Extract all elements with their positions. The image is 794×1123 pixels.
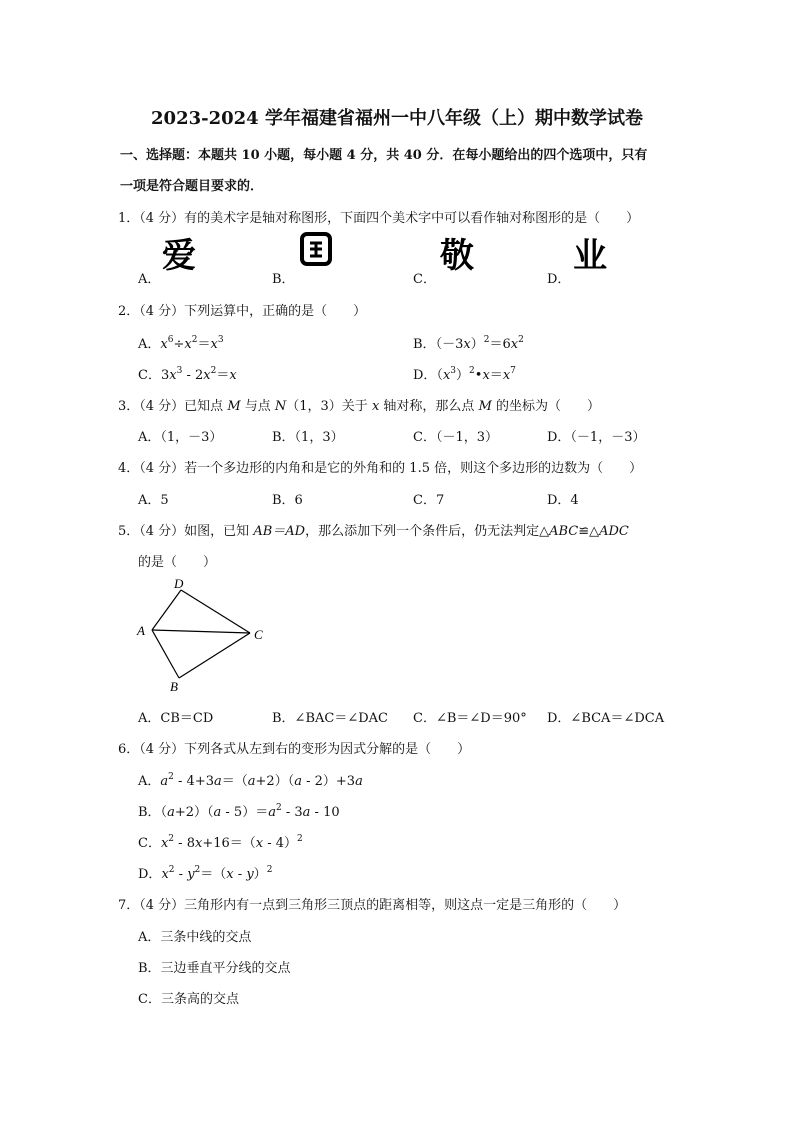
q4-option-a: A．5: [138, 493, 169, 508]
q3-option-c: C．（－1，3）: [413, 430, 498, 445]
q6-option-a: A．$a^2 - 4+3a=(a+2)(a - 2)+3a$: [138, 772, 363, 789]
q1-glyph-jing: 敬: [440, 236, 474, 276]
point-b-label: B: [170, 679, 178, 694]
q1-option-b-label: B．: [272, 272, 295, 287]
q2-option-d-label: D．: [413, 368, 437, 383]
q2-option-c-label: C．: [138, 368, 161, 383]
q3-stem: 3．（4 分）已知点 M 与点 N（1，3）关于 x 轴对称，那么点 M 的坐标为（ ）: [118, 399, 601, 414]
section-header-line1: 一、选择题：本题共 10 小题，每小题 4 分，共 40 分．在每小题给出的四个选项中，只有: [120, 148, 648, 163]
page-title: 2023-2024 学年福建省福州一中八年级（上）期中数学试卷: [151, 108, 643, 129]
q1-glyph-guo-frame: [300, 232, 332, 270]
q5-figure: [132, 575, 272, 701]
segment-ad: [152, 590, 181, 630]
q6-option-c: C．$x^2 - 8x+16=(x - 4)^2$: [138, 834, 303, 851]
q1-glyph-ye: 业: [573, 236, 607, 276]
q6-option-d: D．$x^2 - y^2=(x - y)^2$: [138, 865, 273, 882]
segment-bc: [179, 633, 250, 678]
point-d-label: D: [174, 576, 184, 591]
q4-option-c: C．7: [413, 493, 445, 508]
segment-ac: [152, 630, 250, 633]
q2-option-a-label: A．: [138, 337, 161, 352]
q7-option-b: B．三边垂直平分线的交点: [138, 961, 291, 976]
q5-stem-line2: 的是（ ）: [138, 555, 217, 570]
q5-stem: 5．（4 分）如图，已知 AB＝AD，那么添加下列一个条件后，仍无法判定△ABC≌△ADC: [118, 524, 629, 539]
q3-option-d: D．（－1，－3）: [547, 430, 646, 445]
section-header-line2: 一项是符合题目要求的．: [120, 179, 264, 194]
q1-option-d-label: D．: [547, 272, 571, 287]
q1-option-a-label: A．: [138, 272, 161, 287]
q5-option-d: D．∠BCA＝∠DCA: [547, 711, 665, 726]
q6-option-b: B．$(a+2)(a - 5)=a^2 - 3a - 10$: [138, 803, 340, 820]
q6-stem: 6．（4 分）下列各式从左到右的变形为因式分解的是（ ）: [118, 742, 471, 757]
q5-option-c: C．∠B＝∠D＝90°: [413, 711, 527, 726]
q5-option-a: A．CB＝CD: [138, 711, 214, 726]
q2-option-b-label: B．: [413, 337, 436, 352]
segment-dc: [181, 590, 250, 633]
q2-stem: 2．（4 分）下列运算中，正确的是（ ）: [118, 304, 367, 319]
q2-option-a: A．$x^6\div x^2=x^3$: [138, 335, 224, 352]
q2-option-c: C．$3x^3 - 2x^2=x$: [138, 366, 237, 383]
segment-ab: [152, 630, 179, 678]
q4-option-d: D．4: [547, 493, 579, 508]
q3-option-a: A．（1，－3）: [138, 430, 223, 445]
q1-glyph-ai: 爱: [162, 236, 196, 276]
q2-option-b: B．$(-3x)^2=6x^2$: [413, 335, 524, 352]
point-a-label: A: [137, 623, 145, 638]
q4-stem: 4．（4 分）若一个多边形的内角和是它的外角和的 1.5 倍，则这个多边形的边数为（ ）: [118, 461, 643, 476]
q1-stem: 1．（4 分）有的美术字是轴对称图形，下面四个美术字中可以看作轴对称图形的是（ ）: [118, 211, 640, 226]
q7-option-a: A．三条中线的交点: [138, 930, 252, 945]
q2-option-d: D．$(x^3)^2•x=x^7$: [413, 366, 516, 383]
q7-option-c: C．三条高的交点: [138, 992, 239, 1007]
point-c-label: C: [254, 627, 263, 642]
q5-option-b: B．∠BAC＝∠DAC: [272, 711, 388, 726]
q1-option-c-label: C．: [413, 272, 436, 287]
q7-stem: 7．（4 分）三角形内有一点到三角形三顶点的距离相等，则这点一定是三角形的（ ）: [118, 898, 627, 913]
q3-option-b: B．（1，3）: [272, 430, 344, 445]
q4-option-b: B．6: [272, 493, 303, 508]
